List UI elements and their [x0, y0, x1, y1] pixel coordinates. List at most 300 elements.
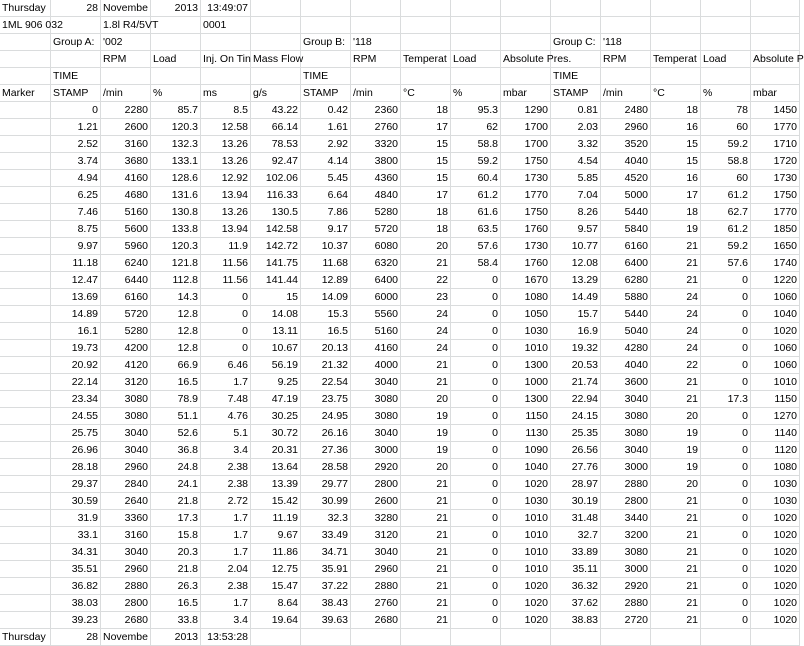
- marker-cell[interactable]: [0, 289, 51, 305]
- data-cell[interactable]: 3000: [601, 459, 651, 475]
- data-cell[interactable]: 61.2: [451, 187, 501, 203]
- data-cell[interactable]: 1020: [751, 510, 800, 526]
- data-cell[interactable]: 22.54: [301, 374, 351, 390]
- data-cell[interactable]: 1020: [751, 612, 800, 628]
- empty-cell[interactable]: [701, 629, 751, 645]
- data-cell[interactable]: 16.5: [151, 374, 201, 390]
- data-cell[interactable]: 1730: [751, 170, 800, 186]
- data-cell[interactable]: 1020: [751, 544, 800, 560]
- data-cell[interactable]: 0: [451, 357, 501, 373]
- data-cell[interactable]: 78.9: [151, 391, 201, 407]
- data-cell[interactable]: 141.75: [251, 255, 301, 271]
- data-cell[interactable]: 1040: [751, 306, 800, 322]
- data-cell[interactable]: 26.3: [151, 578, 201, 594]
- data-cell[interactable]: 13.26: [201, 204, 251, 220]
- data-cell[interactable]: 1450: [751, 102, 800, 118]
- data-cell[interactable]: 66.14: [251, 119, 301, 135]
- data-cell[interactable]: 0: [701, 425, 751, 441]
- data-cell[interactable]: 6440: [101, 272, 151, 288]
- data-cell[interactable]: 2680: [351, 612, 401, 628]
- empty-cell[interactable]: [0, 51, 51, 67]
- data-cell[interactable]: 17: [651, 187, 701, 203]
- data-cell[interactable]: 1710: [751, 136, 800, 152]
- data-cell[interactable]: 2880: [601, 595, 651, 611]
- data-cell[interactable]: 3680: [101, 153, 151, 169]
- data-cell[interactable]: 15.47: [251, 578, 301, 594]
- data-cell[interactable]: 5440: [601, 204, 651, 220]
- data-cell[interactable]: 85.7: [151, 102, 201, 118]
- data-cell[interactable]: 4360: [351, 170, 401, 186]
- empty-cell[interactable]: [751, 17, 800, 33]
- empty-cell[interactable]: [251, 17, 301, 33]
- data-cell[interactable]: 5280: [351, 204, 401, 220]
- data-cell[interactable]: 1770: [751, 204, 800, 220]
- data-cell[interactable]: 116.33: [251, 187, 301, 203]
- channel-name-cell[interactable]: RPM: [601, 51, 651, 67]
- data-cell[interactable]: 12.92: [201, 170, 251, 186]
- footer-date-cell[interactable]: Novembe: [101, 629, 151, 645]
- data-cell[interactable]: 5160: [351, 323, 401, 339]
- data-cell[interactable]: 1.7: [201, 527, 251, 543]
- empty-cell[interactable]: [251, 34, 301, 50]
- empty-cell[interactable]: [151, 17, 201, 33]
- data-cell[interactable]: 0: [451, 493, 501, 509]
- data-cell[interactable]: 25.75: [51, 425, 101, 441]
- header-date-cell[interactable]: Novembe: [101, 0, 151, 16]
- marker-cell[interactable]: [0, 238, 51, 254]
- data-cell[interactable]: 1.7: [201, 595, 251, 611]
- channel-name-cell[interactable]: Mass Flow: [253, 53, 304, 65]
- data-cell[interactable]: 1010: [501, 340, 551, 356]
- data-cell[interactable]: 11.18: [51, 255, 101, 271]
- data-cell[interactable]: 5600: [101, 221, 151, 237]
- data-cell[interactable]: 22: [401, 272, 451, 288]
- empty-cell[interactable]: [501, 68, 551, 84]
- data-cell[interactable]: 5440: [601, 306, 651, 322]
- time-label-cell[interactable]: TIME: [551, 68, 601, 84]
- data-cell[interactable]: 33.8: [151, 612, 201, 628]
- empty-cell[interactable]: [201, 34, 251, 50]
- data-cell[interactable]: 1.7: [201, 374, 251, 390]
- data-cell[interactable]: 6320: [351, 255, 401, 271]
- channel-name-cell[interactable]: Temperat: [401, 51, 451, 67]
- marker-cell[interactable]: [0, 340, 51, 356]
- data-cell[interactable]: 133.8: [151, 221, 201, 237]
- data-cell[interactable]: 1060: [751, 289, 800, 305]
- data-cell[interactable]: 1000: [501, 374, 551, 390]
- data-cell[interactable]: 3080: [601, 425, 651, 441]
- data-cell[interactable]: 121.8: [151, 255, 201, 271]
- empty-cell[interactable]: [501, 34, 551, 50]
- data-cell[interactable]: 38.43: [301, 595, 351, 611]
- data-cell[interactable]: 0: [451, 340, 501, 356]
- data-cell[interactable]: 3160: [101, 136, 151, 152]
- data-cell[interactable]: 18: [651, 204, 701, 220]
- data-cell[interactable]: 4.76: [201, 408, 251, 424]
- data-cell[interactable]: 0: [451, 408, 501, 424]
- data-cell[interactable]: 19: [651, 442, 701, 458]
- data-cell[interactable]: 92.47: [251, 153, 301, 169]
- empty-cell[interactable]: [351, 629, 401, 645]
- data-cell[interactable]: 21.8: [151, 561, 201, 577]
- empty-cell[interactable]: [0, 68, 51, 84]
- data-cell[interactable]: 112.8: [151, 272, 201, 288]
- data-cell[interactable]: 3000: [601, 561, 651, 577]
- header-date-cell[interactable]: 28: [51, 0, 101, 16]
- data-cell[interactable]: 2800: [351, 476, 401, 492]
- data-cell[interactable]: 1750: [501, 204, 551, 220]
- data-cell[interactable]: 2480: [601, 102, 651, 118]
- data-cell[interactable]: 7.46: [51, 204, 101, 220]
- empty-cell[interactable]: [651, 34, 701, 50]
- data-cell[interactable]: 1020: [501, 476, 551, 492]
- marker-cell[interactable]: [0, 391, 51, 407]
- data-cell[interactable]: 11.9: [201, 238, 251, 254]
- data-cell[interactable]: 19: [401, 425, 451, 441]
- data-cell[interactable]: 29.77: [301, 476, 351, 492]
- unit-cell[interactable]: /min: [601, 85, 651, 101]
- empty-cell[interactable]: [601, 629, 651, 645]
- data-cell[interactable]: 18: [651, 102, 701, 118]
- footer-date-cell[interactable]: 2013: [151, 629, 201, 645]
- data-cell[interactable]: 31.9: [51, 510, 101, 526]
- data-cell[interactable]: 11.19: [251, 510, 301, 526]
- data-cell[interactable]: 4.14: [301, 153, 351, 169]
- data-cell[interactable]: 1120: [751, 442, 800, 458]
- data-cell[interactable]: 12.75: [251, 561, 301, 577]
- data-cell[interactable]: 4840: [351, 187, 401, 203]
- data-cell[interactable]: 0: [701, 578, 751, 594]
- empty-cell[interactable]: [601, 0, 651, 16]
- data-cell[interactable]: 19: [651, 425, 701, 441]
- unit-cell[interactable]: /min: [101, 85, 151, 101]
- data-cell[interactable]: 5880: [601, 289, 651, 305]
- data-cell[interactable]: 24: [651, 289, 701, 305]
- data-cell[interactable]: 15: [651, 153, 701, 169]
- data-cell[interactable]: 0: [701, 323, 751, 339]
- unit-cell[interactable]: mbar: [751, 85, 800, 101]
- marker-cell[interactable]: [0, 374, 51, 390]
- marker-cell[interactable]: [0, 323, 51, 339]
- marker-cell[interactable]: [0, 272, 51, 288]
- data-cell[interactable]: 1060: [751, 357, 800, 373]
- marker-cell[interactable]: [0, 306, 51, 322]
- marker-cell[interactable]: [0, 255, 51, 271]
- empty-cell[interactable]: [701, 17, 751, 33]
- data-cell[interactable]: 0: [701, 442, 751, 458]
- data-cell[interactable]: 0: [701, 289, 751, 305]
- data-cell[interactable]: 30.59: [51, 493, 101, 509]
- data-cell[interactable]: 15: [401, 170, 451, 186]
- empty-cell[interactable]: [101, 68, 151, 84]
- data-cell[interactable]: 25.35: [551, 425, 601, 441]
- data-cell[interactable]: 18: [401, 204, 451, 220]
- empty-cell[interactable]: [451, 34, 501, 50]
- data-cell[interactable]: 13.69: [51, 289, 101, 305]
- data-cell[interactable]: 34.71: [301, 544, 351, 560]
- data-cell[interactable]: 21: [651, 612, 701, 628]
- data-cell[interactable]: 1300: [501, 391, 551, 407]
- data-cell[interactable]: 142.72: [251, 238, 301, 254]
- data-cell[interactable]: 21.32: [301, 357, 351, 373]
- data-cell[interactable]: 3520: [601, 136, 651, 152]
- data-cell[interactable]: 1030: [501, 323, 551, 339]
- data-cell[interactable]: 102.06: [251, 170, 301, 186]
- data-cell[interactable]: 21: [651, 527, 701, 543]
- data-cell[interactable]: 35.91: [301, 561, 351, 577]
- data-cell[interactable]: 21: [401, 357, 451, 373]
- data-cell[interactable]: 20: [651, 408, 701, 424]
- data-cell[interactable]: 16.5: [151, 595, 201, 611]
- data-cell[interactable]: 30.25: [251, 408, 301, 424]
- data-cell[interactable]: 19.64: [251, 612, 301, 628]
- data-cell[interactable]: 15: [401, 153, 451, 169]
- data-cell[interactable]: 9.17: [301, 221, 351, 237]
- marker-cell[interactable]: [0, 459, 51, 475]
- unit-cell[interactable]: STAMP: [51, 85, 101, 101]
- data-cell[interactable]: 2.04: [201, 561, 251, 577]
- data-cell[interactable]: 24.55: [51, 408, 101, 424]
- data-cell[interactable]: 22: [651, 357, 701, 373]
- empty-cell[interactable]: [501, 0, 551, 16]
- data-cell[interactable]: 13.11: [251, 323, 301, 339]
- data-cell[interactable]: 4280: [601, 340, 651, 356]
- data-cell[interactable]: 1010: [501, 544, 551, 560]
- marker-cell[interactable]: [0, 221, 51, 237]
- data-cell[interactable]: 4.94: [51, 170, 101, 186]
- empty-cell[interactable]: [601, 17, 651, 33]
- data-cell[interactable]: 0: [701, 510, 751, 526]
- data-cell[interactable]: 1130: [501, 425, 551, 441]
- data-cell[interactable]: 19: [651, 459, 701, 475]
- data-cell[interactable]: 1700: [501, 136, 551, 152]
- data-cell[interactable]: 2960: [351, 561, 401, 577]
- data-cell[interactable]: 130.8: [151, 204, 201, 220]
- footer-date-cell[interactable]: Thursday: [0, 629, 51, 645]
- empty-cell[interactable]: [301, 629, 351, 645]
- data-cell[interactable]: 12.58: [201, 119, 251, 135]
- data-cell[interactable]: 0: [701, 459, 751, 475]
- data-cell[interactable]: 2.38: [201, 476, 251, 492]
- data-cell[interactable]: 1220: [751, 272, 800, 288]
- data-cell[interactable]: 3.4: [201, 442, 251, 458]
- data-cell[interactable]: 1020: [501, 612, 551, 628]
- data-cell[interactable]: 120.3: [151, 238, 201, 254]
- data-cell[interactable]: 6.46: [201, 357, 251, 373]
- data-cell[interactable]: 36.8: [151, 442, 201, 458]
- data-cell[interactable]: 21: [651, 374, 701, 390]
- data-cell[interactable]: 1020: [751, 527, 800, 543]
- group-label-cell[interactable]: '118: [351, 34, 401, 50]
- data-cell[interactable]: 0: [451, 442, 501, 458]
- data-cell[interactable]: 21: [401, 544, 451, 560]
- data-cell[interactable]: 57.6: [451, 238, 501, 254]
- data-cell[interactable]: 1.7: [201, 544, 251, 560]
- data-cell[interactable]: 2.52: [51, 136, 101, 152]
- data-cell[interactable]: 0: [201, 323, 251, 339]
- data-cell[interactable]: 3040: [101, 544, 151, 560]
- marker-cell[interactable]: [0, 187, 51, 203]
- data-cell[interactable]: 2360: [351, 102, 401, 118]
- data-cell[interactable]: 0: [451, 323, 501, 339]
- data-cell[interactable]: 0: [451, 459, 501, 475]
- data-cell[interactable]: 16: [651, 170, 701, 186]
- empty-cell[interactable]: [451, 629, 501, 645]
- data-cell[interactable]: 21: [401, 527, 451, 543]
- data-cell[interactable]: 3440: [601, 510, 651, 526]
- data-cell[interactable]: 13.64: [251, 459, 301, 475]
- data-cell[interactable]: 0: [701, 340, 751, 356]
- data-cell[interactable]: 33.89: [551, 544, 601, 560]
- data-cell[interactable]: 0: [451, 289, 501, 305]
- data-cell[interactable]: 59.2: [701, 238, 751, 254]
- data-cell[interactable]: 5280: [101, 323, 151, 339]
- data-cell[interactable]: 10.37: [301, 238, 351, 254]
- data-cell[interactable]: 8.5: [201, 102, 251, 118]
- data-cell[interactable]: 1730: [501, 238, 551, 254]
- data-cell[interactable]: 78.53: [251, 136, 301, 152]
- empty-cell[interactable]: [601, 68, 651, 84]
- data-cell[interactable]: 3320: [351, 136, 401, 152]
- data-cell[interactable]: 27.76: [551, 459, 601, 475]
- data-cell[interactable]: 21: [401, 510, 451, 526]
- data-cell[interactable]: 21: [401, 476, 451, 492]
- data-cell[interactable]: 16.9: [551, 323, 601, 339]
- data-cell[interactable]: 2840: [101, 476, 151, 492]
- data-cell[interactable]: 10.77: [551, 238, 601, 254]
- data-cell[interactable]: 3.32: [551, 136, 601, 152]
- data-cell[interactable]: 5720: [101, 306, 151, 322]
- empty-cell[interactable]: [401, 0, 451, 16]
- data-cell[interactable]: 120.3: [151, 119, 201, 135]
- data-cell[interactable]: 8.26: [551, 204, 601, 220]
- data-cell[interactable]: 1.61: [301, 119, 351, 135]
- unit-cell[interactable]: ms: [201, 85, 251, 101]
- data-cell[interactable]: 4040: [601, 357, 651, 373]
- data-cell[interactable]: 132.3: [151, 136, 201, 152]
- data-cell[interactable]: 11.68: [301, 255, 351, 271]
- header-date-cell[interactable]: Thursday: [0, 0, 51, 16]
- empty-cell[interactable]: [251, 68, 301, 84]
- data-cell[interactable]: 27.36: [301, 442, 351, 458]
- data-cell[interactable]: 0: [451, 391, 501, 407]
- data-cell[interactable]: 1020: [751, 561, 800, 577]
- data-cell[interactable]: 1770: [751, 119, 800, 135]
- data-cell[interactable]: 6280: [601, 272, 651, 288]
- empty-cell[interactable]: [451, 68, 501, 84]
- data-cell[interactable]: 5840: [601, 221, 651, 237]
- data-cell[interactable]: 3040: [101, 442, 151, 458]
- data-cell[interactable]: 21: [651, 238, 701, 254]
- data-cell[interactable]: 28.97: [551, 476, 601, 492]
- data-cell[interactable]: 8.64: [251, 595, 301, 611]
- data-cell[interactable]: 6000: [351, 289, 401, 305]
- marker-cell[interactable]: [0, 119, 51, 135]
- data-cell[interactable]: 2760: [351, 595, 401, 611]
- empty-cell[interactable]: [401, 629, 451, 645]
- channel-name-cell[interactable]: RPM: [101, 51, 151, 67]
- data-cell[interactable]: 0: [201, 306, 251, 322]
- data-cell[interactable]: 63.5: [451, 221, 501, 237]
- data-cell[interactable]: 61.2: [701, 187, 751, 203]
- data-cell[interactable]: 5960: [101, 238, 151, 254]
- data-cell[interactable]: 1740: [751, 255, 800, 271]
- data-cell[interactable]: 21: [401, 595, 451, 611]
- data-cell[interactable]: 39.63: [301, 612, 351, 628]
- data-cell[interactable]: 18: [401, 102, 451, 118]
- data-cell[interactable]: 62.7: [701, 204, 751, 220]
- data-cell[interactable]: 59.2: [451, 153, 501, 169]
- channel-name-cell[interactable]: Absolute P: [753, 53, 804, 65]
- data-cell[interactable]: 15.7: [551, 306, 601, 322]
- data-cell[interactable]: 60: [701, 170, 751, 186]
- empty-cell[interactable]: [301, 0, 351, 16]
- data-cell[interactable]: 21: [651, 272, 701, 288]
- header-date-cell[interactable]: 2013: [151, 0, 201, 16]
- data-cell[interactable]: 2.72: [201, 493, 251, 509]
- empty-cell[interactable]: [301, 51, 351, 67]
- data-cell[interactable]: 15.8: [151, 527, 201, 543]
- data-cell[interactable]: 0: [451, 595, 501, 611]
- footer-date-cell[interactable]: 28: [51, 629, 101, 645]
- data-cell[interactable]: 2720: [601, 612, 651, 628]
- data-cell[interactable]: 4120: [101, 357, 151, 373]
- data-cell[interactable]: 16: [651, 119, 701, 135]
- data-cell[interactable]: 7.86: [301, 204, 351, 220]
- data-cell[interactable]: 24.1: [151, 476, 201, 492]
- empty-cell[interactable]: [151, 68, 201, 84]
- data-cell[interactable]: 20: [651, 476, 701, 492]
- data-cell[interactable]: 21: [401, 374, 451, 390]
- empty-cell[interactable]: [751, 68, 800, 84]
- data-cell[interactable]: 0: [701, 306, 751, 322]
- data-cell[interactable]: 13.94: [201, 187, 251, 203]
- data-cell[interactable]: 24: [401, 340, 451, 356]
- data-cell[interactable]: 2960: [101, 459, 151, 475]
- empty-cell[interactable]: [351, 17, 401, 33]
- empty-cell[interactable]: [701, 0, 751, 16]
- engine-type-cell[interactable]: 1.8l R4/5VT: [103, 19, 159, 31]
- marker-cell[interactable]: [0, 493, 51, 509]
- data-cell[interactable]: 3080: [101, 408, 151, 424]
- data-cell[interactable]: 7.04: [551, 187, 601, 203]
- data-cell[interactable]: 1150: [501, 408, 551, 424]
- data-cell[interactable]: 3000: [351, 442, 401, 458]
- data-cell[interactable]: 4.54: [551, 153, 601, 169]
- data-cell[interactable]: 60: [701, 119, 751, 135]
- data-cell[interactable]: 3.4: [201, 612, 251, 628]
- channel-name-cell[interactable]: Load: [451, 51, 501, 67]
- data-cell[interactable]: 2.92: [301, 136, 351, 152]
- data-cell[interactable]: 1760: [501, 255, 551, 271]
- data-cell[interactable]: 1020: [501, 578, 551, 594]
- group-label-cell[interactable]: '002: [101, 34, 151, 50]
- data-cell[interactable]: 4160: [101, 170, 151, 186]
- data-cell[interactable]: 43.22: [251, 102, 301, 118]
- data-cell[interactable]: 2.38: [201, 459, 251, 475]
- data-cell[interactable]: 17: [401, 119, 451, 135]
- data-cell[interactable]: 3800: [351, 153, 401, 169]
- marker-cell[interactable]: [0, 170, 51, 186]
- data-cell[interactable]: 1010: [501, 561, 551, 577]
- data-cell[interactable]: 1.21: [51, 119, 101, 135]
- data-cell[interactable]: 0: [701, 595, 751, 611]
- data-cell[interactable]: 0: [701, 561, 751, 577]
- marker-cell[interactable]: [0, 612, 51, 628]
- data-cell[interactable]: 22.14: [51, 374, 101, 390]
- unit-cell[interactable]: /min: [351, 85, 401, 101]
- data-cell[interactable]: 4160: [351, 340, 401, 356]
